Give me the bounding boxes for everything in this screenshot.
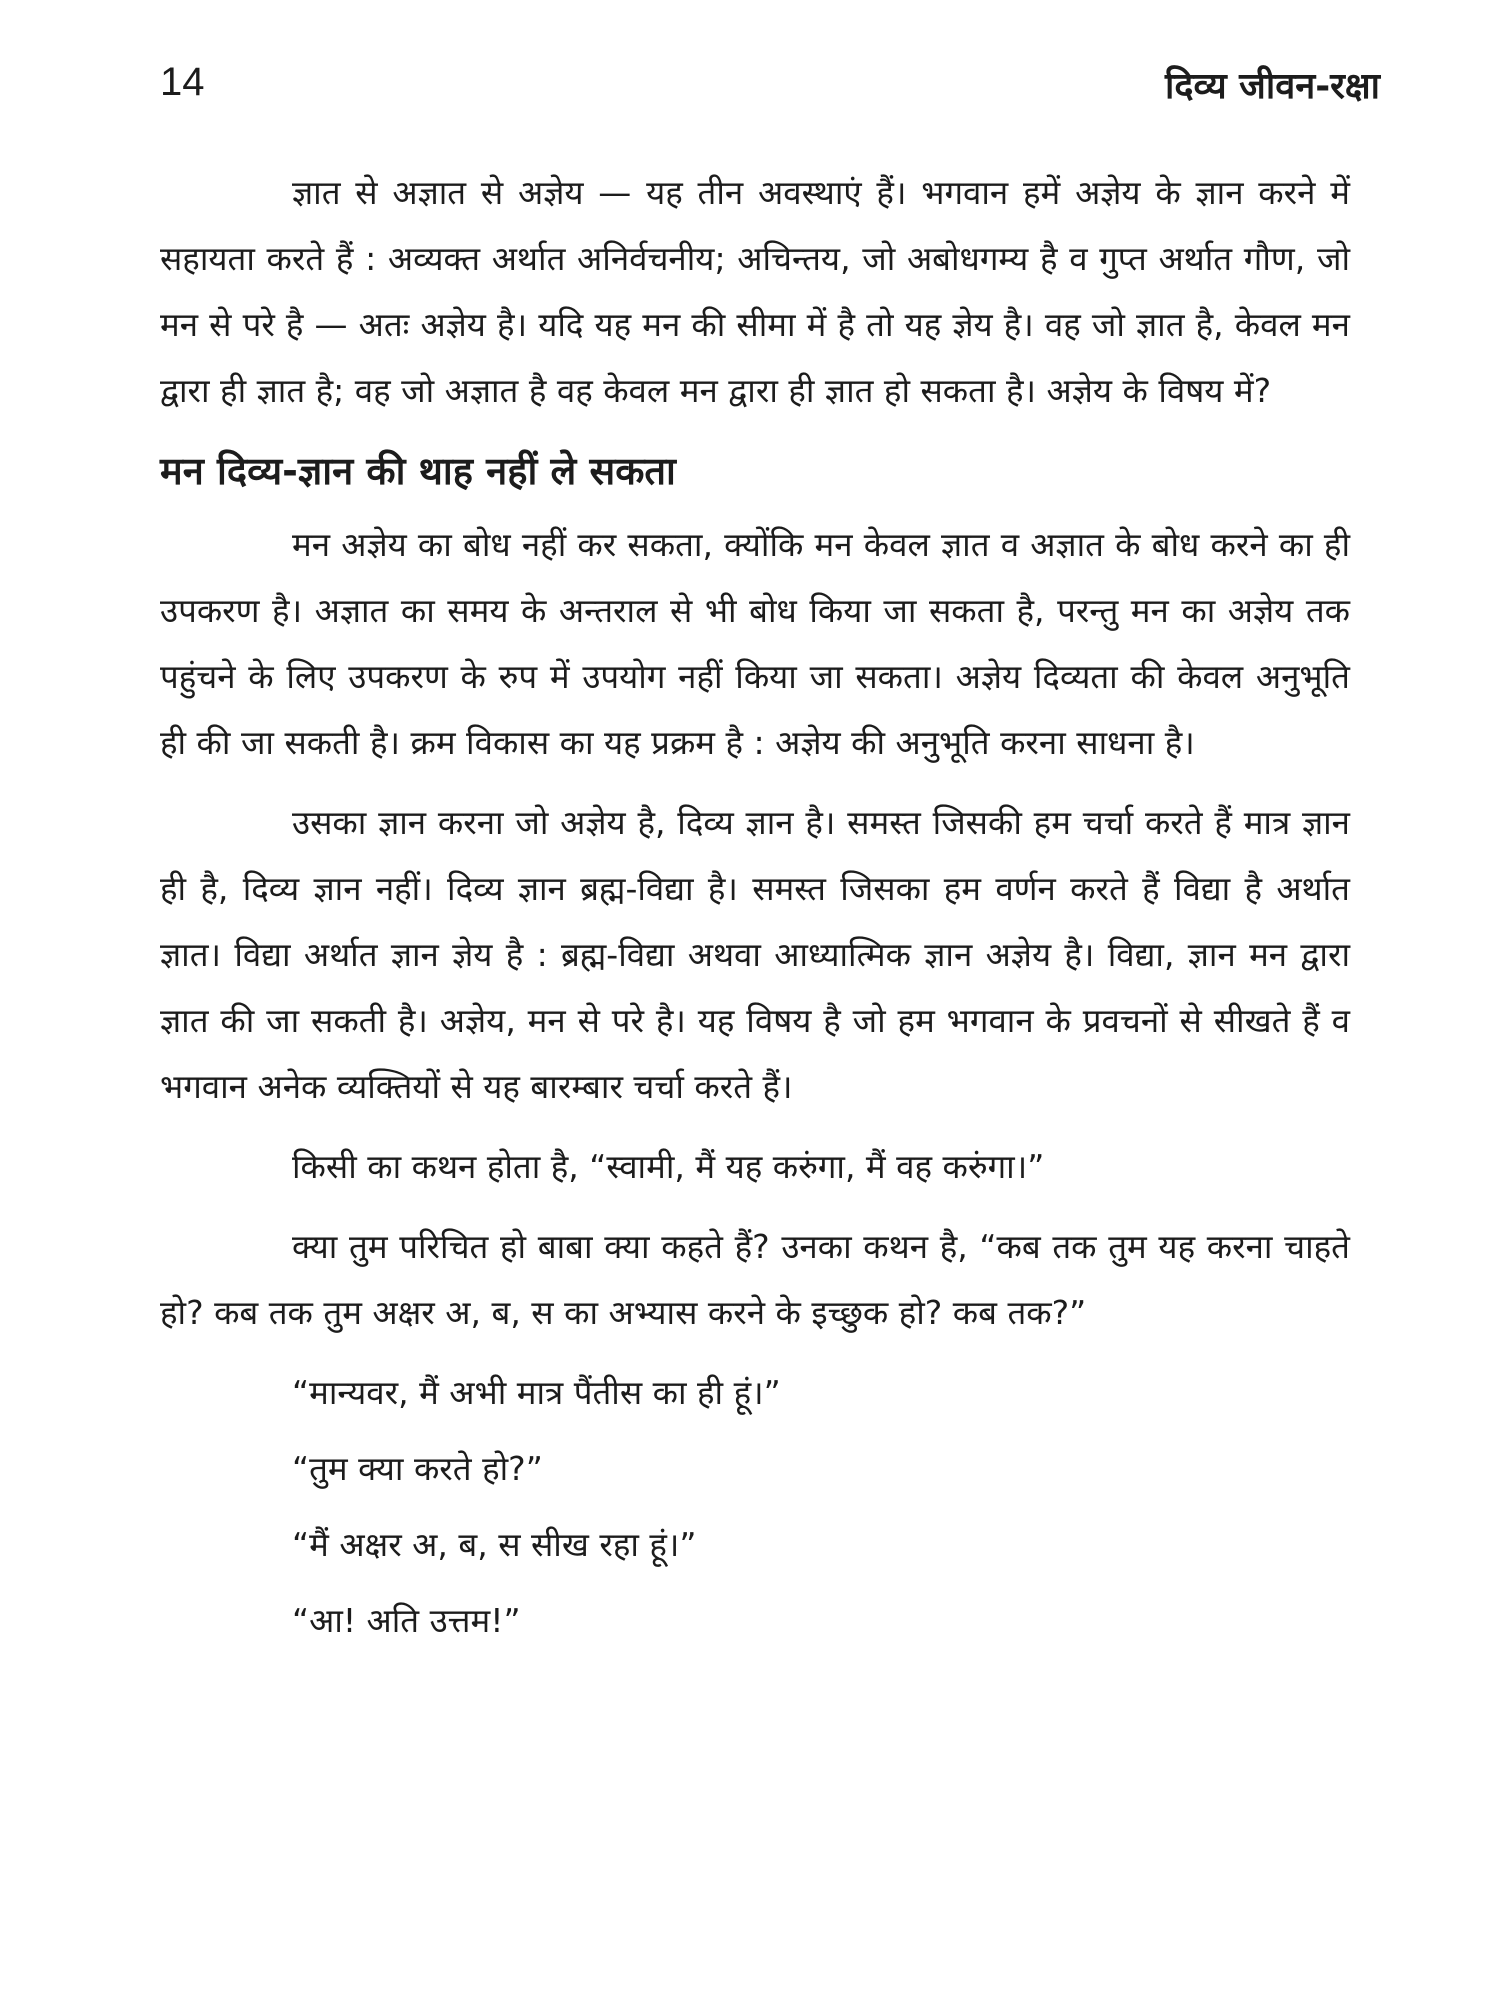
running-title: दिव्य जीवन-रक्षा <box>1165 66 1380 107</box>
paragraph-3: उसका ज्ञान करना जो अज्ञेय है, दिव्य ज्ञान है। समस्त जिसकी हम चर्चा करते हैं मात्र ज्ञान ही है, दिव्य ज्ञान नहीं। दिव्य ज्ञान ब्रह्म-विद्या है। समस्त जिसका हम वर्णन करते हैं विद्या है अर्थात ज्ञात। विद्या अर्थात ज्ञान ज्ञेय है : ब्रह्म-विद्या अथवा आध्यात्मिक ज्ञान अज्ञेय है। विद्या, ज्ञान मन द्वारा ज्ञात की जा सकती है। अज्ञेय, मन से परे है। यह विषय है जो हम भगवान के प्रवचनों से सीखते हैं व भगवान अनेक व्यक्तियों से यह बारम्बार चर्चा करते हैं। <box>160 803 1350 1106</box>
page-header <box>160 60 1380 120</box>
paragraph-2: मन अज्ञेय का बोध नहीं कर सकता, क्योंकि मन केवल ज्ञात व अज्ञात के बोध करने का ही उपकरण है। अज्ञात का समय के अन्तराल से भी बोध किया जा सकता है, परन्तु मन का अज्ञेय तक पहुंचने के लिए उपकरण के रुप में उपयोग नहीं किया जा सकता। अज्ञेय दिव्यता की केवल अनुभूति ही की जा सकती है। क्रम विकास का यह प्रक्रम है : अज्ञेय की अनुभूति करना साधना है। <box>160 525 1350 762</box>
page-body <box>160 160 1350 1664</box>
dialogue-line-2: “तुम क्या करते हो?” <box>292 1449 543 1488</box>
dialogue-line-3: “मैं अक्षर अ, ब, स सीख रहा हूं।” <box>292 1525 697 1564</box>
dialogue-line-4: “आ! अति उत्तम!” <box>292 1601 521 1640</box>
page-number: 14 <box>160 60 205 104</box>
section-heading: मन दिव्य-ज्ञान की थाह नहीं ले सकता <box>160 449 676 493</box>
dialogue-line-1: “मान्यवर, मैं अभी मात्र पैंतीस का ही हूं।” <box>292 1373 781 1412</box>
paragraph-1: ज्ञात से अज्ञात से अज्ञेय — यह तीन अवस्थाएं हैं। भगवान हमें अज्ञेय के ज्ञान करने में सहायता करते हैं : अव्यक्त अर्थात अनिर्वचनीय; अचिन्तय, जो अबोधगम्य है व गुप्त अर्थात गौण, जो मन से परे है — अतः अज्ञेय है। यदि यह मन की सीमा में है तो यह ज्ञेय है। वह जो ज्ञात है, केवल मन द्वारा ही ज्ञात है; वह जो अज्ञात है वह केवल मन द्वारा ही ज्ञात हो सकता है। अज्ञेय के विषय में? <box>160 173 1350 410</box>
paragraph-5: क्या तुम परिचित हो बाबा क्या कहते हैं? उनका कथन है, “कब तक तुम यह करना चाहते हो? कब तक तुम अक्षर अ, ब, स का अभ्यास करने के इच्छुक हो? कब तक?” <box>160 1227 1350 1332</box>
paragraph-4: किसी का कथन होता है, “स्वामी, मैं यह करुंगा, मैं वह करुंगा।” <box>292 1147 1045 1186</box>
